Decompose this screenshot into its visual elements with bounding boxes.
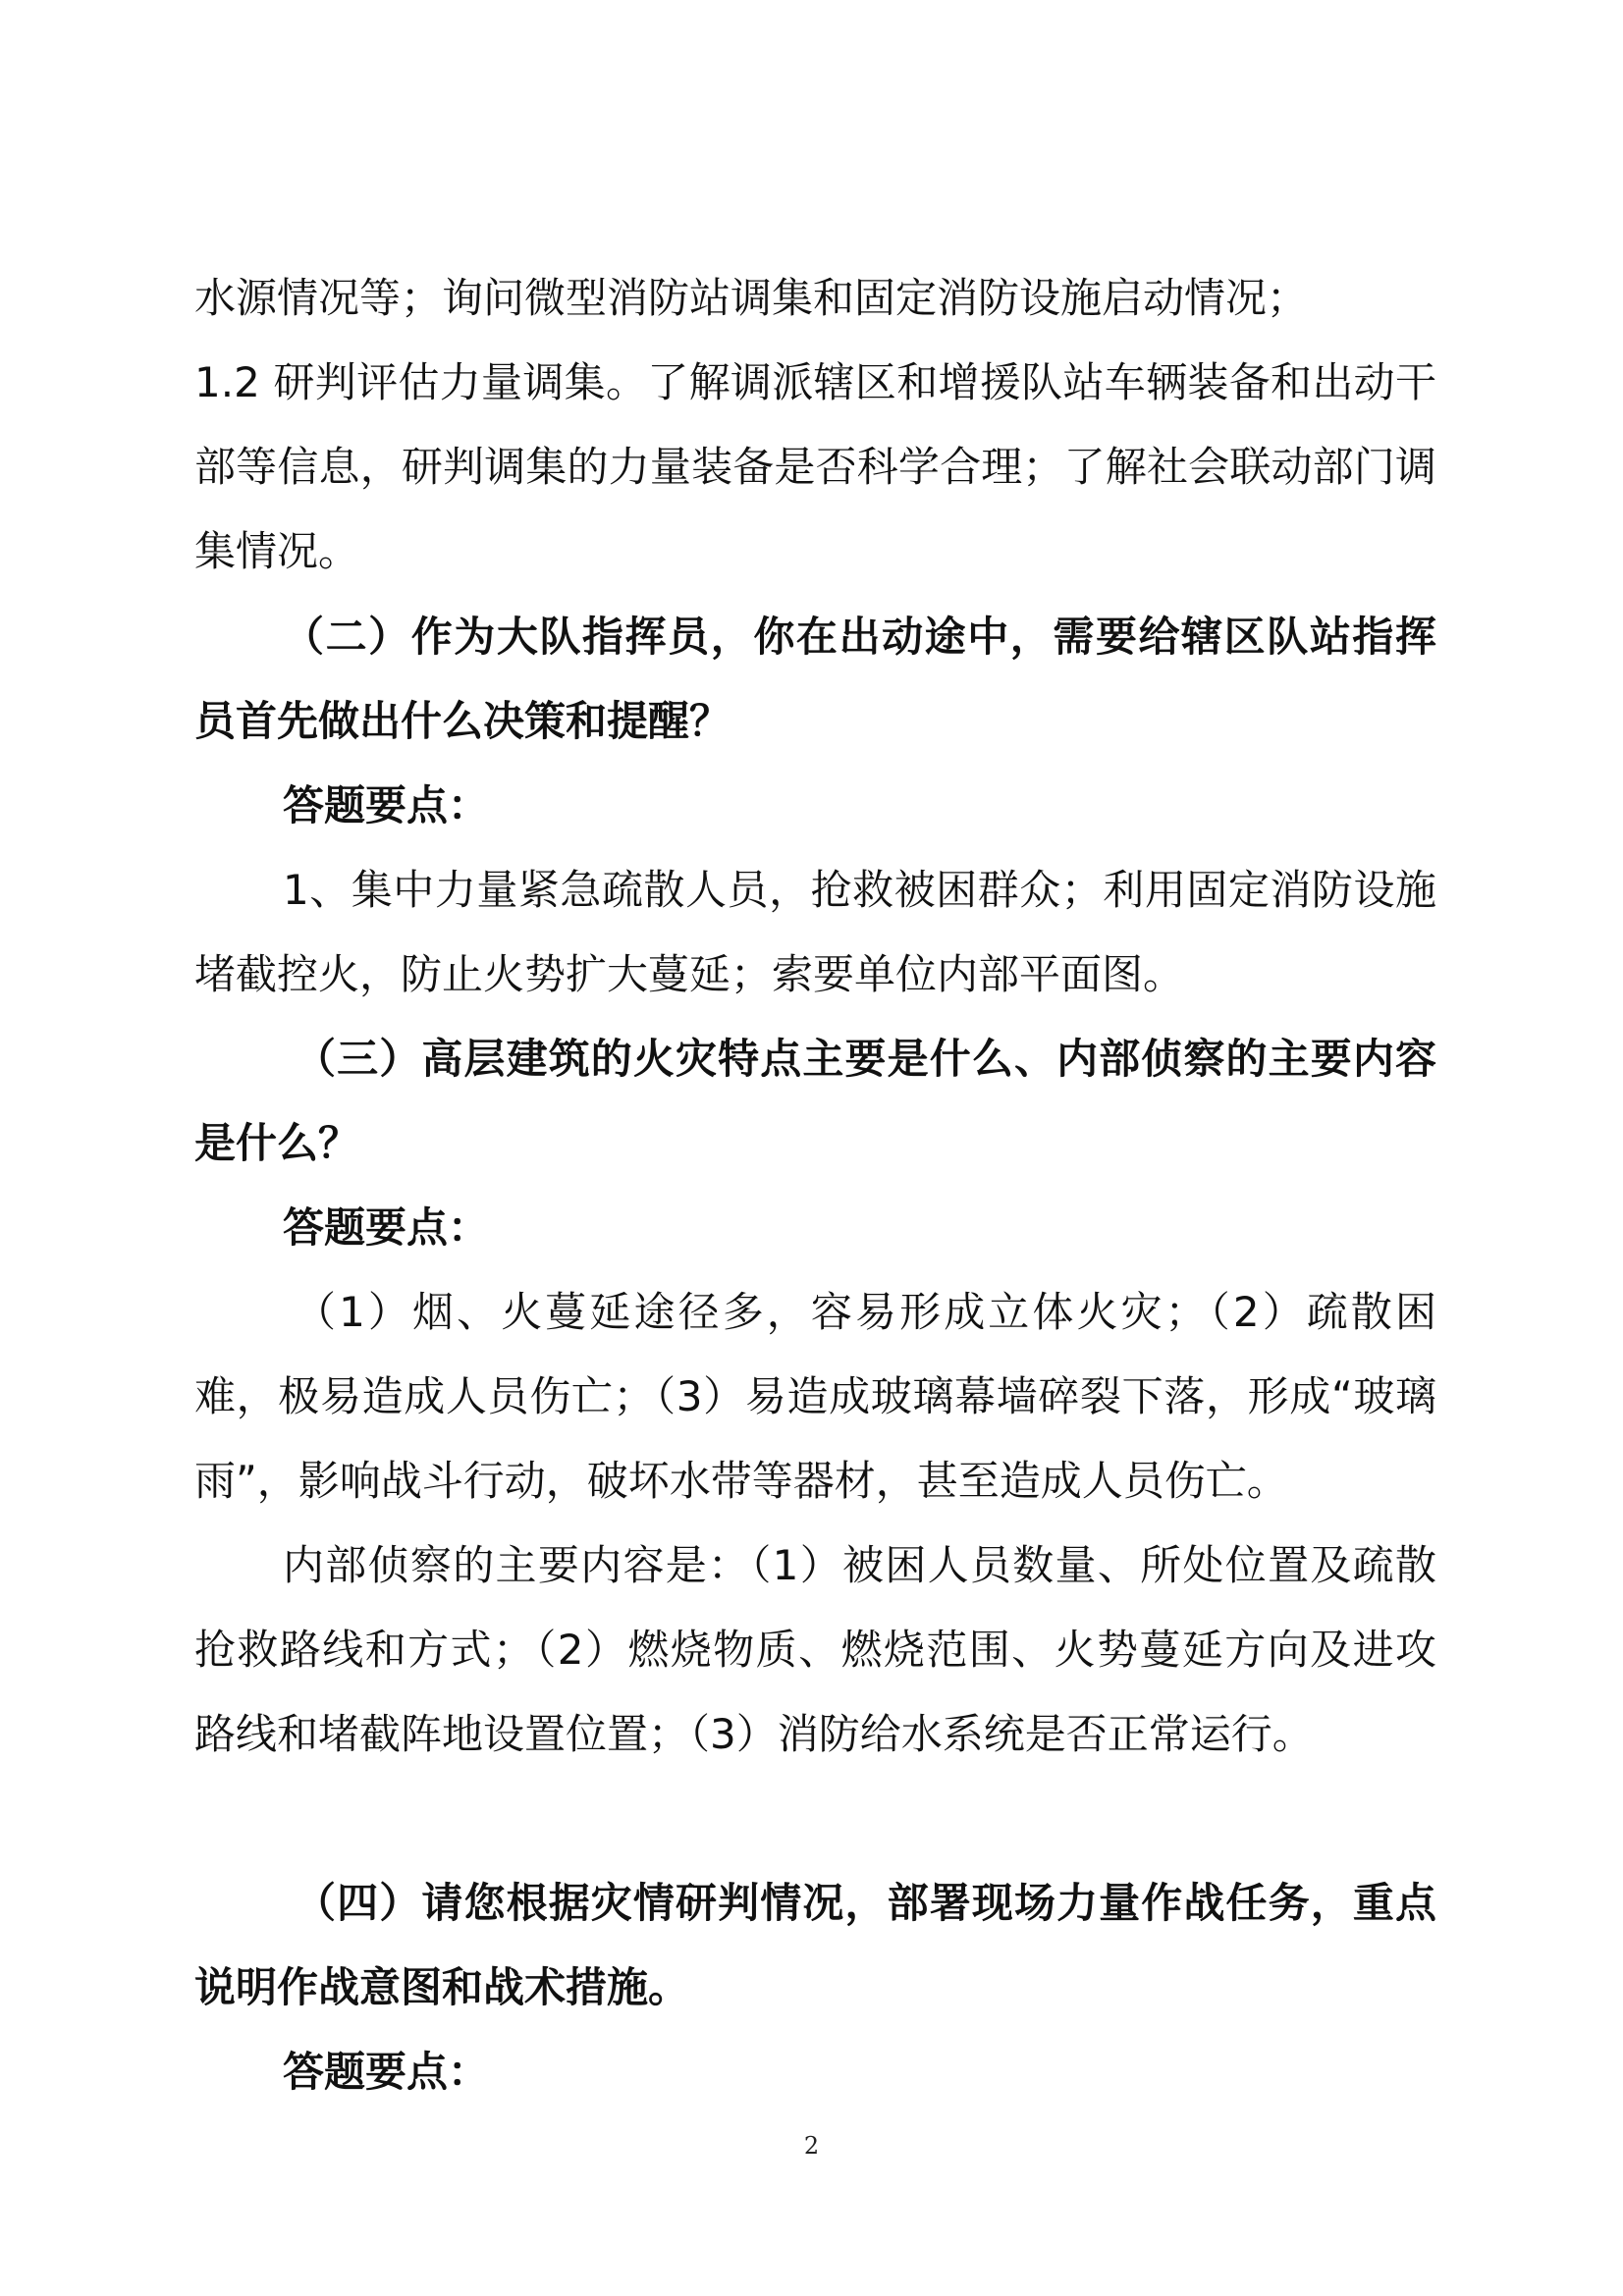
answer-points-label-q4: 答题要点： [283, 2048, 490, 2096]
paragraph-force-assessment: 1.2 研判评估力量调集。了解调派辖区和增援队站车辆装备和出动干部等信息，研判调集的力量装备是否科学合理；了解社会联动部门调集情况。 [194, 358, 1436, 575]
paragraph-q3-fire-features: （1）烟、火蔓延途径多，容易形成立体火灾；（2）疏散困难，极易造成人员伤亡；（3）易造成玻璃幕墙碎裂下落，形成“玻璃雨”，影响战斗行动，破坏水带等器材，甚至造成人员伤亡。 [194, 1288, 1436, 1505]
question-2-heading: （二）作为大队指挥员，你在出动途中，需要给辖区队站指挥员首先做出什么决策和提醒？ [194, 613, 1436, 745]
paragraph-q3-reconnaissance: 内部侦察的主要内容是：（1）被困人员数量、所处位置及疏散抢救路线和方式；（2）燃烧物质、燃烧范围、火势蔓延方向及进攻路线和堵截阵地设置位置；（3）消防给水系统是否正常运行。 [194, 1541, 1436, 1758]
paragraph-water-source-check: 水源情况等；询问微型消防站调集和固定消防设施启动情况； [194, 274, 1309, 322]
paragraph-q2-answer: 1、集中力量紧急疏散人员，抢救被困群众；利用固定消防设施堵截控火，防止火势扩大蔓延；索要单位内部平面图。 [194, 866, 1436, 998]
answer-points-label-q2: 答题要点： [283, 781, 490, 829]
question-3-heading: （三）高层建筑的火灾特点主要是什么、内部侦察的主要内容是什么？ [194, 1035, 1436, 1167]
page-number: 2 [803, 2132, 820, 2160]
answer-points-label-q3: 答题要点： [283, 1203, 490, 1252]
question-4-heading: （四）请您根据灾情研判情况，部署现场力量作战任务，重点说明作战意图和战术措施。 [194, 1879, 1436, 2011]
